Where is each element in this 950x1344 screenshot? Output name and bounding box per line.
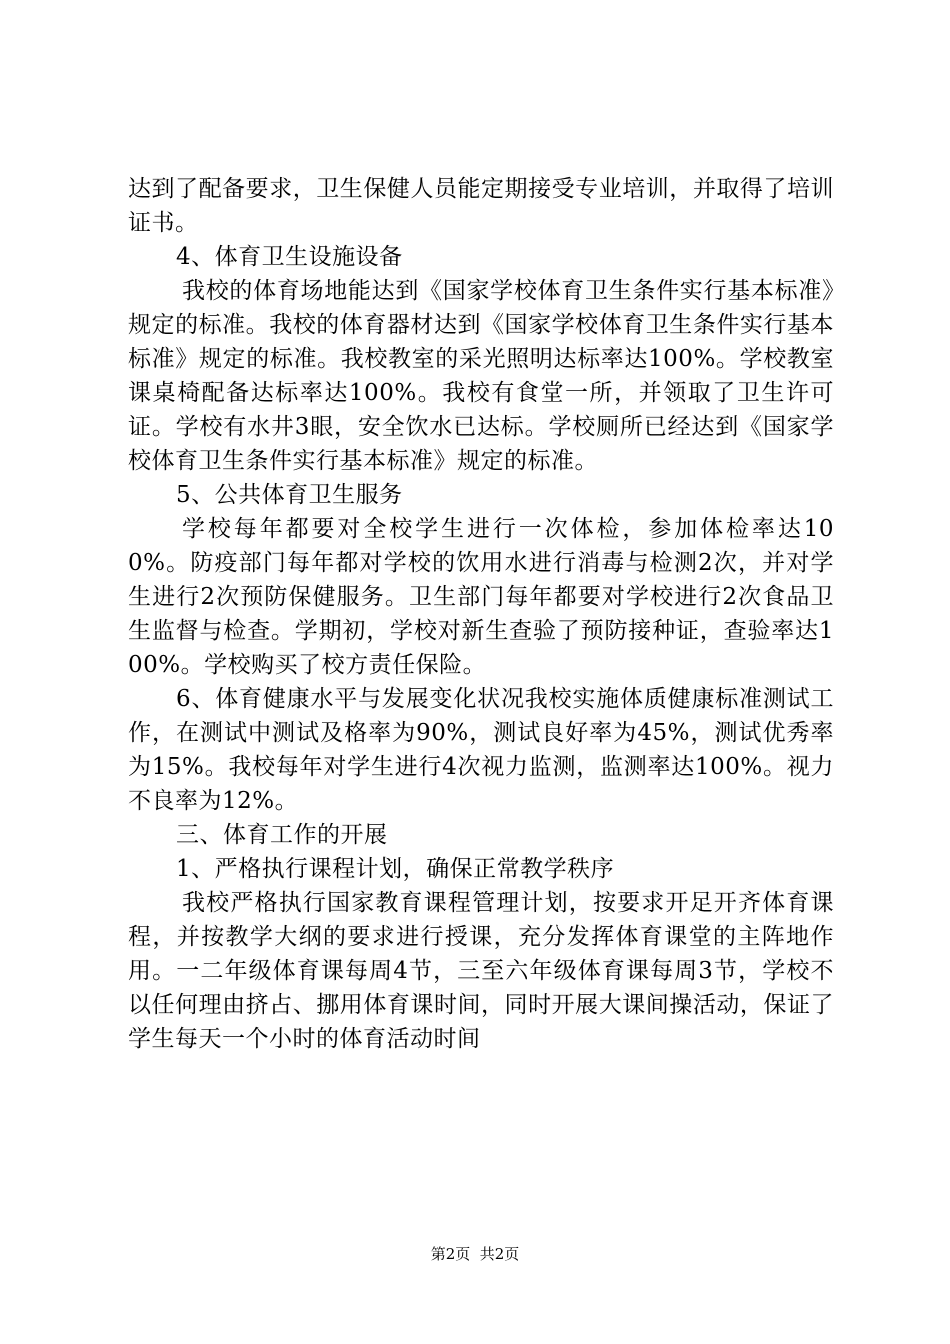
page-footer bbox=[0, 1244, 950, 1264]
paragraph-facilities: 我校的体育场地能达到《国家学校体育卫生条件实行基本标准》规定的标准。我校的体育器材达到《国家学校体育卫生条件实行基本标准》规定的标准。我校教室的采光照明达标率达100%。学校教室课桌椅配备达标率达100%。我校有食堂一所，并领取了卫生许可证。学校有水井3眼，安全饮水已达标。学校厕所已经达到《国家学校体育卫生条件实行基本标准》规定的标准。 bbox=[128, 278, 834, 474]
paragraph-curriculum: 我校严格执行国家教育课程管理计划，按要求开足开齐体育课程，并按教学大纲的要求进行授课，充分发挥体育课堂的主阵地作用。一二年级体育课每周4节，三至六年级体育课每周3节，学校不以任何理由挤占、挪用体育课时间，同时开展大课间操活动，保证了学生每天一个小时的体育活动时间 bbox=[128, 890, 834, 1052]
page-number: 第2页 共2页 bbox=[430, 1245, 520, 1263]
section-heading-facilities: 4、体育卫生设施设备 bbox=[176, 244, 403, 270]
document-body bbox=[128, 172, 834, 1056]
section-heading-public-health: 5、公共体育卫生服务 bbox=[176, 482, 403, 508]
section-heading-pe-work: 三、体育工作的开展 bbox=[176, 822, 388, 848]
paragraph-continuation: 达到了配备要求，卫生保健人员能定期接受专业培训，并取得了培训证书。 bbox=[128, 176, 834, 236]
section-heading-curriculum: 1、严格执行课程计划，确保正常教学秩序 bbox=[176, 856, 615, 882]
paragraph-public-health: 学校每年都要对全校学生进行一次体检，参加体检率达100%。防疫部门每年都对学校的饮用水进行消毒与检测2次，并对学生进行2次预防保健服务。卫生部门每年都要对学校进行2次食品卫生监督与检查。学期初，学校对新生查验了预防接种证，查验率达100%。学校购买了校方责任保险。 bbox=[128, 516, 834, 678]
paragraph-health-level: 6、体育健康水平与发展变化状况我校实施体质健康标准测试工作，在测试中测试及格率为90%，测试良好率为45%，测试优秀率为15%。我校每年对学生进行4次视力监测，监测率达100%。视力不良率为12%。 bbox=[128, 686, 834, 814]
